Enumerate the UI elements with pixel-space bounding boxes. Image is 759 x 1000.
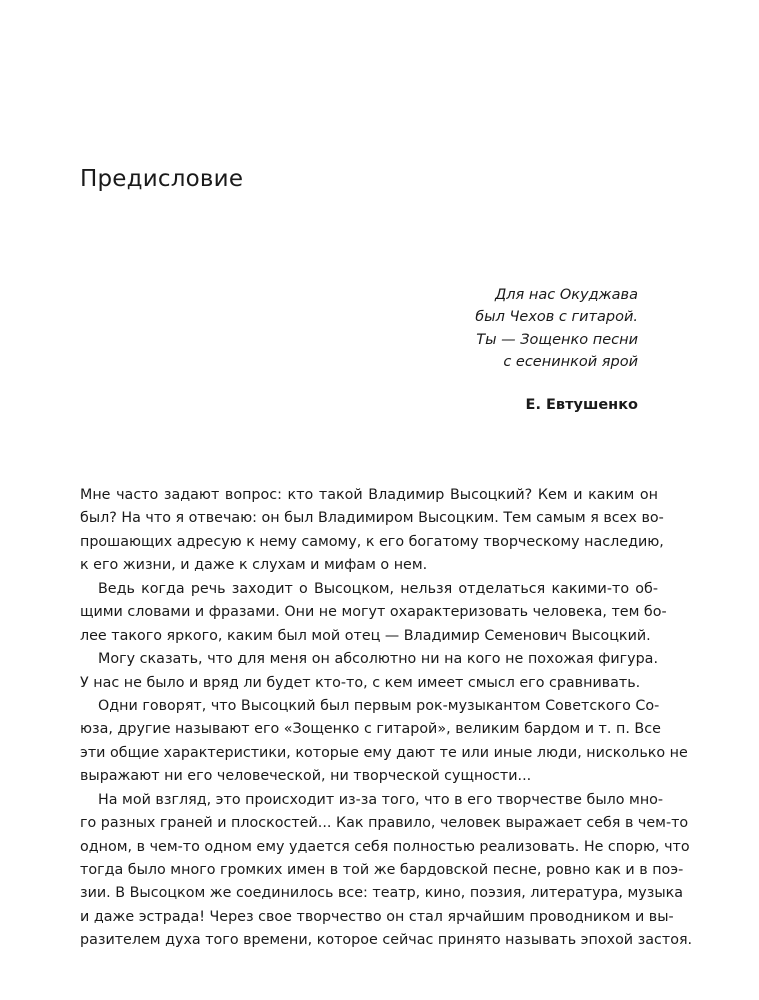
text-line: Могу сказать, что для меня он абсолютно ни на кого не похожая фигура. — [98, 651, 658, 668]
body-text — [80, 484, 693, 953]
epigraph-line: Для нас Окуджава — [494, 287, 638, 303]
text-line: был? На что я отвечаю: он был Владимиром Высоцким. Тем самым я всех во- — [80, 510, 664, 527]
page-title: Предисловие — [80, 166, 244, 192]
text-line: На мой взгляд, это происходит из-за того, что в его творчестве было мно- — [98, 791, 664, 808]
epigraph-line: с есенинкой ярой — [503, 353, 638, 370]
text-line: разителем духа того времени, которое сейчас принято называть эпохой застоя. — [80, 932, 693, 949]
epigraph-line: Ты — Зощенко песни — [476, 331, 638, 348]
text-line: Одни говорят, что Высоцкий был первым рок-музыкантом Советского Со- — [98, 697, 660, 714]
text-line: эти общие характеристики, которые ему дают те или иные люди, нисколько не — [80, 744, 688, 761]
epigraph — [475, 284, 638, 373]
text-line: тогда было много громких имен в той же бардовской песне, ровно как и в поэ- — [80, 862, 684, 878]
text-line: го разных граней и плоскостей... Как правило, человек выражает себя в чем-то — [80, 815, 689, 832]
text-line: одном, в чем-то одном ему удается себя полностью реализовать. Не спорю, что — [80, 838, 690, 855]
text-line: щими словами и фразами. Они не могут охарактеризовать человека, тем бо- — [80, 604, 667, 621]
text-line: Мне часто задают вопрос: кто такой Владимир Высоцкий? Кем и каким он — [80, 487, 658, 503]
text-line: выражают ни его человеческой, ни творческой сущности... — [80, 768, 532, 785]
text-line: У нас не было и вряд ли будет кто-то, с кем имеет смысл его сравнивать. — [80, 674, 641, 691]
text-line: прошающих адресую к нему самому, к его богатому творческому наследию, — [80, 533, 664, 550]
text-line: к его жизни, и даже к слухам и мифам о нем. — [80, 557, 428, 574]
text-line: зии. В Высоцком же соединилось все: театр, кино, поэзия, литература, музыка — [80, 885, 684, 902]
text-line: Ведь когда речь заходит о Высоцком, нельзя отделаться какими-то об- — [98, 580, 658, 597]
text-line: юза, другие называют его «Зощенко с гитарой», великим бардом и т. п. Все — [80, 721, 661, 738]
epigraph-author: Е. Евтушенко — [525, 397, 638, 413]
text-line: и даже эстрада! Через свое творчество он стал ярчайшим проводником и вы- — [80, 908, 674, 925]
text-line: лее такого яркого, каким был мой отец — Владимир Семенович Высоцкий. — [80, 627, 651, 644]
epigraph-line: был Чехов с гитарой. — [475, 309, 638, 326]
